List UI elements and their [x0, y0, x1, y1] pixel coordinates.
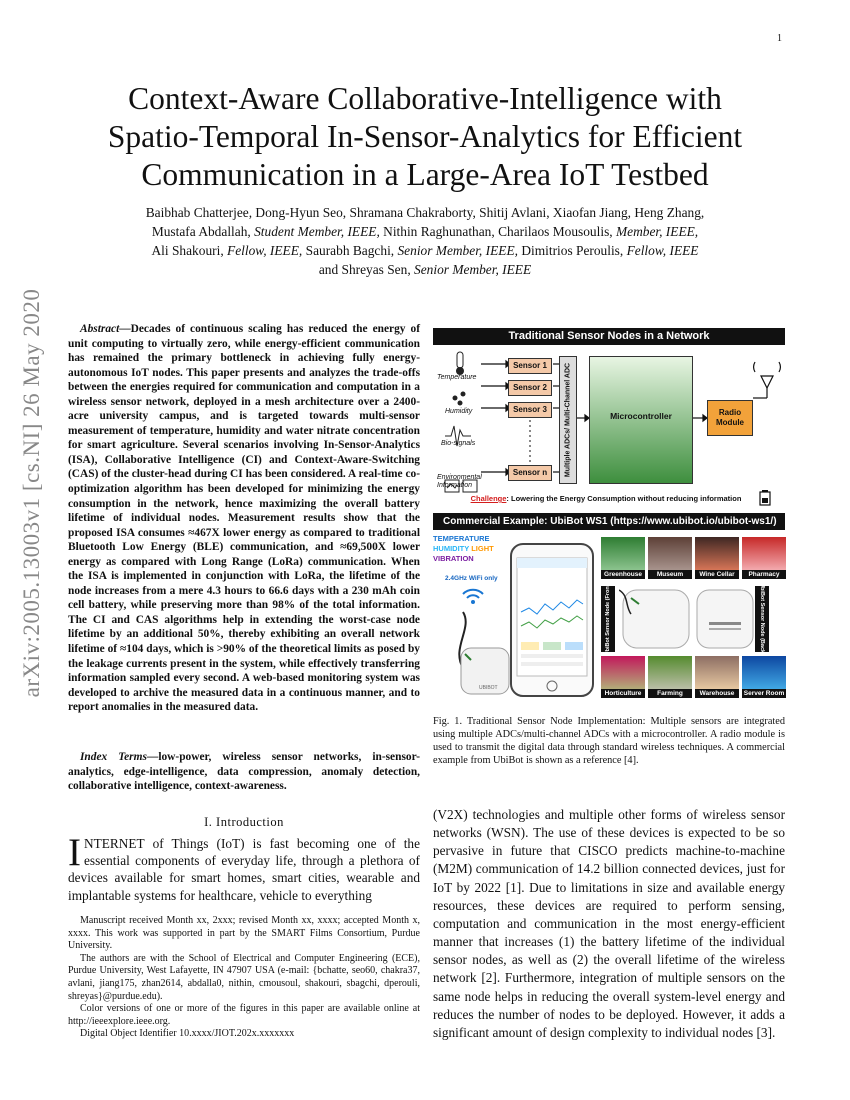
temperature-feature: TEMPERATURE — [433, 534, 490, 543]
front-label-bar — [601, 582, 615, 656]
figure-header-commercial: Commercial Example: UbiBot WS1 (https://www.ubibot.io/ubibot-ws1/) — [433, 513, 785, 530]
light-feature: LIGHT — [471, 544, 494, 553]
device-brand: UBIBOT — [479, 685, 498, 691]
footnote: Manuscript received Month xx, 2xxx; revised Month xx, xxxx; accepted Month x, xxxx. This work was supported in part by the SMART Films Consortium, Purdue University. — [68, 915, 420, 952]
challenge-line — [451, 494, 761, 503]
front-label: UbiBot Sensor Node (Front) — [605, 582, 611, 656]
footnote: Color versions of one or more of the figures in this paper are available online at http://ieeexplore.ieee.org. — [68, 1003, 420, 1027]
vibration-feature: VIBRATION — [433, 554, 474, 563]
photo-label: Server Room — [743, 690, 785, 697]
title-line: Context-Aware Collaborative-Intelligence with — [128, 81, 722, 116]
body-text-right: (V2X) technologies and multiple other forms of wireless sensor networks (WSN). The use of these devices is expected to be so pervasive in future that CISCO predicts machine-to-machine (M2M) communication of 14.2 billion connected devices, just for IoT by 2022 [1]. Due to limitations in size and available energy resources, these devices are required to perform sensing, computation and communication in the most energy-efficient manner that increases (1) the battery lifetime of the individual sensor nodes, as well as (2) the overall lifetime of the wireless network [2]. Furthermore, integration of multiple sensors on the same node helps in reducing the overall system-level energy and reduces the number of nodes to be deployed. However, it adds a significant amount of design complexity to individual nodes [3]. — [433, 807, 785, 1040]
phone-app-screenshot — [509, 542, 595, 698]
adc-label: Multiple ADCs/ Multi-Channel ADC — [564, 362, 572, 478]
author-line: Baibhab Chatterjee, Dong-Hyun Seo, Shramana Chakraborty, Shitij Avlani, Xiaofan Jiang, Heng Zhang, — [145, 205, 705, 220]
challenge-text: : Lowering the Energy Consumption without reducing information — [506, 494, 742, 503]
author-list — [70, 203, 780, 279]
figure-caption: Fig. 1. Traditional Sensor Node Implementation: Multiple sensors are integrated using multiple ADCs/multi-channel ADCs with a microcontroller. A radio module is used to transmit the digital data through standard wireless techniques. A commercial example from UbiBot is shown as a reference [4]. — [433, 716, 785, 766]
arxiv-identifier: arXiv:2005.13003v1 [cs.NI] 26 May 2020 — [19, 288, 44, 697]
footnote: The authors are with the School of Electrical and Computer Engineering (ECE), Purdue University, West Lafayette, IN 47907 USA (e-mail: {bchatte, seo60, chakra37, avlani, jiang175, zhan2614, abdalla0, nithin, cmousoul, shakouri, sbagchi, dperouli, shreyas}@purdue.edu). — [68, 952, 420, 1002]
microcontroller-block — [589, 356, 693, 484]
input-label: Temperature — [437, 374, 477, 381]
introduction-text: INTERNET of Things (IoT) is fast becoming one of the essential components of everyday life, through a plethora of devices available for smart homes, smart cities, wearable and implantable systems for healthcare, vehicle to everything — [68, 831, 420, 903]
photo-label: Horticulture — [601, 689, 645, 698]
abstract-label: Abstract — [80, 323, 120, 335]
battery-icon — [759, 488, 775, 506]
figure-1 — [433, 328, 785, 700]
input-label: Humidity — [445, 408, 473, 415]
back-label: UbiBot Sensor Node (Back) — [759, 583, 765, 655]
sensor-box: Sensor 3 — [508, 402, 552, 418]
photo-label: Wine Cellar — [695, 570, 739, 579]
arxiv-sidebar — [8, 290, 56, 695]
author-line: Mustafa Abdallah, Student Member, IEEE, Nithin Raghunathan, Charilaos Mousoulis, Member, IEEE, — [151, 224, 699, 239]
paper-title — [70, 80, 780, 194]
ubibot-front-image — [619, 586, 695, 652]
sensor-box: Sensor 2 — [508, 380, 552, 396]
intro-first-word: NTERNET — [84, 836, 145, 851]
input-label: Environmental Information — [437, 474, 482, 489]
author-line: Ali Shakouri, Fellow, IEEE, Saurabh Bagchi, Senior Member, IEEE, Dimitrios Peroulis, Fellow, IEEE — [151, 243, 699, 258]
index-terms-label: Index Terms — [80, 751, 147, 763]
title-line: Communication in a Large-Area IoT Testbed — [141, 157, 709, 192]
section-heading: I. Introduction — [204, 815, 284, 829]
footnote: Digital Object Identifier 10.xxxx/JIOT.202x.xxxxxxx — [80, 1028, 295, 1040]
sensor-box: Sensor n — [508, 465, 552, 481]
drop-cap: I — [68, 831, 81, 874]
abstract — [68, 322, 420, 715]
figure-header-traditional: Traditional Sensor Nodes in a Network — [433, 328, 785, 345]
challenge-label: Challenge — [470, 494, 507, 503]
radio-module-label: Radio Module — [716, 408, 744, 427]
footnotes — [68, 915, 420, 1041]
abstract-text: —Decades of continuous scaling has reduced the energy of unit computing to virtually zero, while energy-efficient communication has remained the primary bottleneck in achieving fully energy-autonomous IoT nodes. This paper presents and analyzes the trade-offs between the energies required for communication and computation in a wireless sensor network, deployed in a mesh architecture over a 2400-acre university campus, and is targeted towards multi-sensor measurement of temperature, humidity and water nitrate concentration for smart agriculture. Several scenarios involving In-Sensor-Analytics (ISA), Collaborative Intelligence (CI) and Context-Aware-Switching (CAS) of the cluster-head during CI has been considered. A real-time co-optimization algorithm has been developed for minimizing the energy consumption in the network, hence maximizing the overall battery lifetime of individual nodes. Measurement results show that the proposed ISA consumes ≈467X lower energy as compared to traditional Bluetooth Low Energy (BLE) communication, and ≈69,500X lower energy as compared with Long Range (LoRa) communication. When the ISA is implemented in conjunction with LoRa, the lifetime of the node increases from a mere 4.3 hours to 66.6 days with a 230 mAh coin cell battery, while preserving more than 98% of the total information. The CI and CAS algorithms help in extending the worst-case node lifetime by an additional 50%, thereby exhibiting an overall network lifetime of ≈104 days, which is >90% of the theoretical limits as posed by the leakage currents present in the system, while effectively transferring information sampled every second. A web-based monitoring system was developed to archive the measured data in a continuous manner, and to report anomalies in the measured data. — [68, 323, 420, 714]
microcontroller-label: Microcontroller — [610, 411, 672, 421]
wifi-label: 2.4GHz WiFi only — [445, 575, 498, 582]
photo-label: Farming — [648, 689, 692, 698]
index-terms-text: —low-power, wireless sensor networks, in-sensor-analytics, edge-intelligence, data compression, anomaly detection, collaborative intelligence, context-awareness. — [68, 751, 420, 793]
antenna-icon — [754, 362, 781, 388]
title-line: Spatio-Temporal In-Sensor-Analytics for Efficient — [107, 119, 743, 154]
page-number: 1 — [777, 33, 782, 44]
back-label-bar — [755, 583, 769, 655]
feature-list — [433, 534, 494, 564]
ubibot-back-image — [695, 586, 755, 652]
photo-label: Greenhouse — [601, 570, 645, 579]
ubibot-device-image — [443, 608, 513, 698]
radio-module-block — [707, 400, 753, 436]
photo-label: Pharmacy — [742, 570, 786, 579]
wifi-icon — [461, 586, 485, 606]
adc-block — [559, 356, 577, 484]
input-label: Bio-signals — [441, 440, 476, 447]
author-line: and Shreyas Sen, Senior Member, IEEE — [318, 262, 532, 277]
humidity-feature: HUMIDITY — [433, 544, 470, 553]
index-terms — [68, 750, 420, 794]
sensor-box: Sensor 1 — [508, 358, 552, 374]
photo-label: Warehouse — [695, 689, 739, 698]
photo-label: Museum — [648, 570, 692, 579]
